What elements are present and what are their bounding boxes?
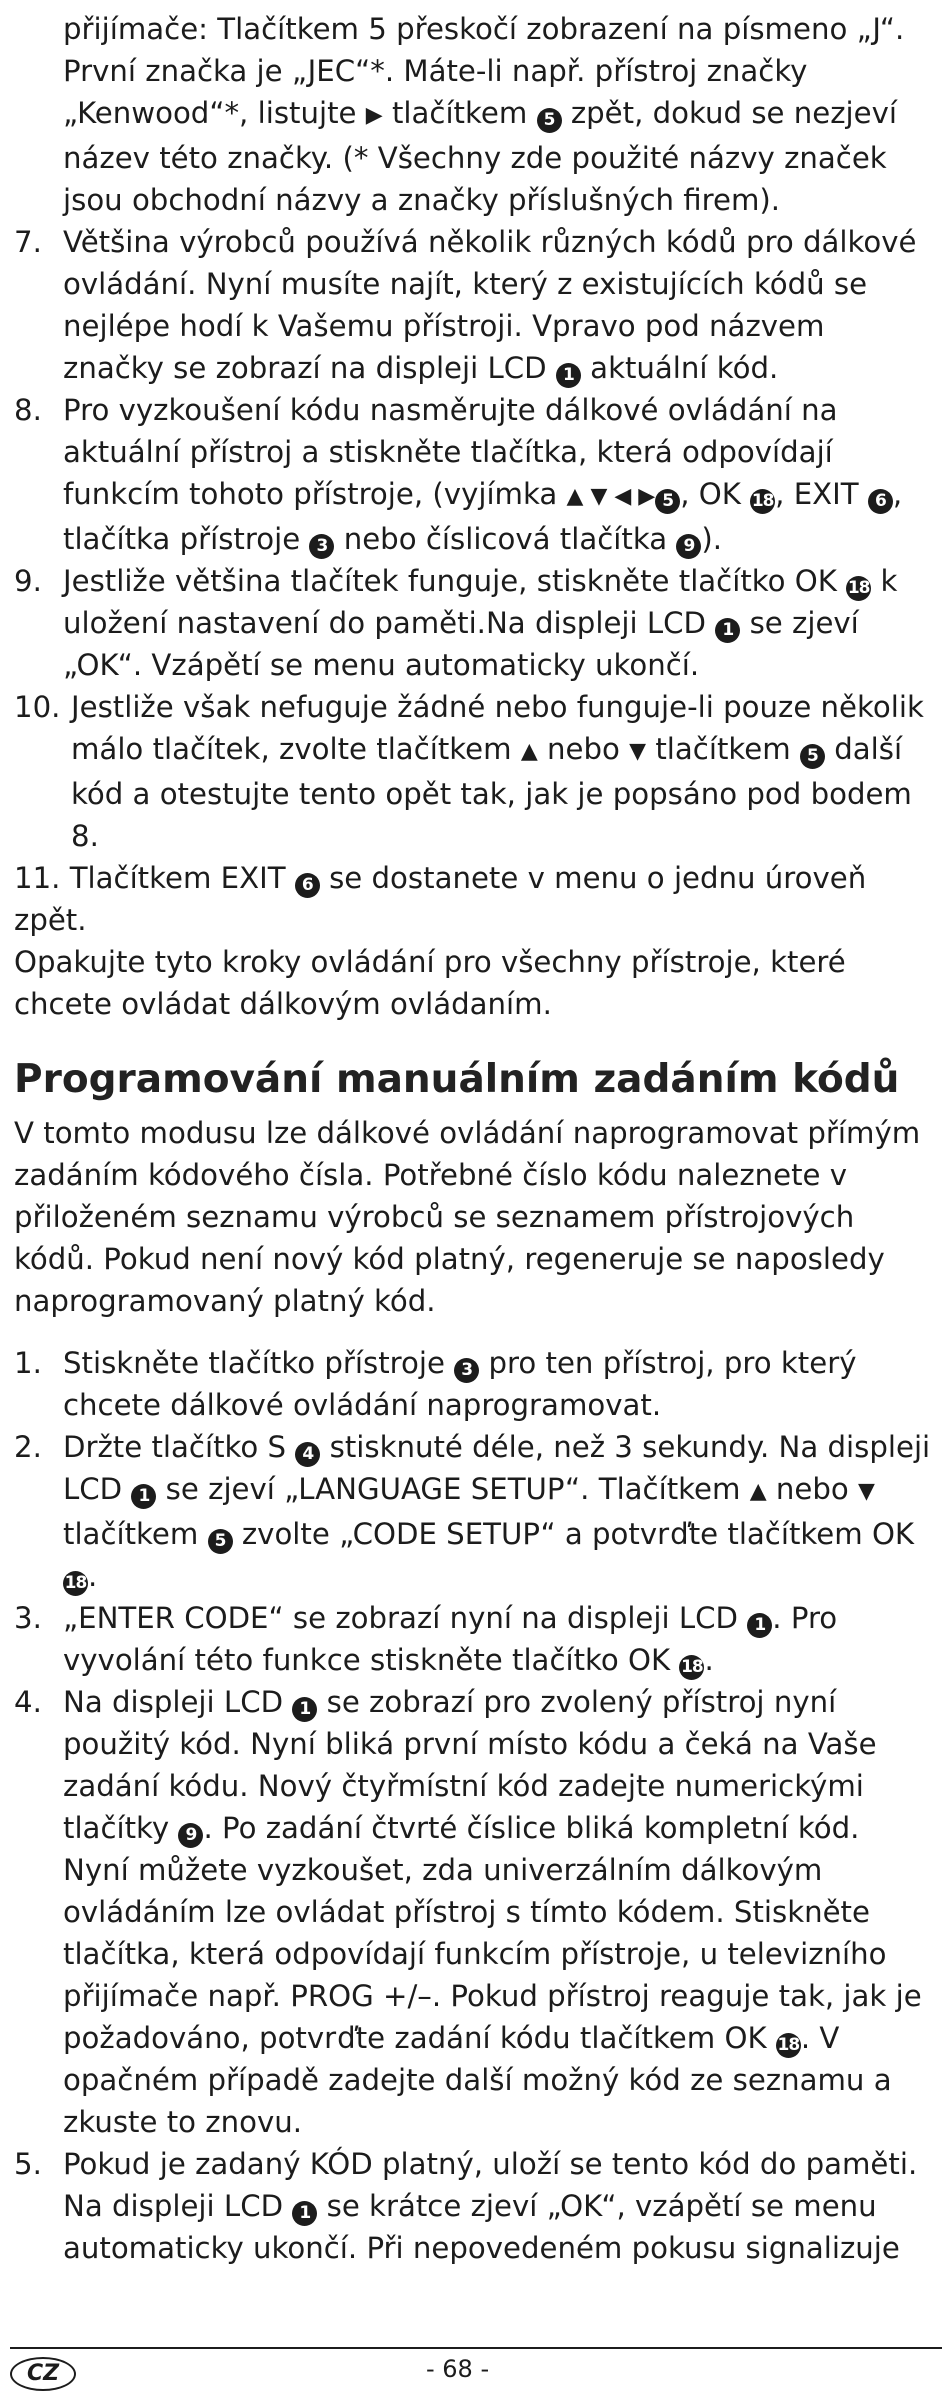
button-ref-18: 18 [776, 2033, 801, 2058]
instruction-list-1 [14, 8, 932, 857]
button-ref-1: 1 [556, 363, 581, 388]
button-ref-4: 4 [295, 1442, 320, 1467]
list-item: přijímače: Tlačítkem 5 přeskočí zobrazení na písmeno „J“. První značka je „JEC“*. Máte-li např. přístroj značky „Kenwood“*, listujte ▶ tlačítkem 5 zpět, dokud se nezjeví název této značky. (* Všechny zde použité názvy značek jsou obchodní názvy a značky příslušných firem). [63, 12, 905, 217]
arrow-icon: ▲ [749, 1479, 767, 1504]
list-number: 4. [14, 1685, 42, 1719]
button-ref-18: 18 [679, 1655, 704, 1680]
button-ref-9: 9 [676, 534, 701, 559]
list-item: 9. Jestliže většina tlačítek funguje, stiskněte tlačítko OK 18 k uložení nastavení do paměti.Na displeji LCD 1 se zjeví „OK“. Vzápětí se menu automaticky ukončí. [14, 560, 932, 686]
list-item: 1. Stiskněte tlačítko přístroje 3 pro ten přístroj, pro který chcete dálkové ovládání naprogramovat. [14, 1342, 932, 1426]
list-item: 7. Většina výrobců používá několik různých kódů pro dálkové ovládání. Nyní musíte najít, který z existujících kódů se nejlépe hodí k Vašemu přístroji. Vpravo pod názvem značky se zobrazí na displeji LCD 1 aktuální kód. [14, 221, 932, 389]
button-ref-1: 1 [715, 618, 740, 643]
intro-paragraph: V tomto modusu lze dálkové ovládání naprogramovat přímým zadáním kódového čísla. Potřebné číslo kódu naleznete v přiloženém seznamu výrobců se seznamem přístrojových kódů. Pokud není nový kód platný, regeneruje se naposledy naprogramovaný platný kód. [14, 1116, 921, 1318]
button-ref-18: 18 [750, 489, 775, 514]
arrow-icon: ▼ [629, 739, 647, 764]
list-item: 5. Pokud je zadaný KÓD platný, uloží se tento kód do paměti. Na displeji LCD 1 se krátce zjeví „OK“, vzápětí se menu automaticky ukončí. Při nepovedeném pokusu signalizuje [14, 2143, 932, 2269]
list-item: 3. „ENTER CODE“ se zobrazí nyní na displeji LCD 1 . Pro vyvolání této funkce stiskněte tlačítko OK 18. [14, 1597, 932, 1681]
button-ref-5: 5 [208, 1529, 233, 1554]
arrow-icon: ▶ [365, 103, 383, 128]
button-ref-1: 1 [292, 1697, 317, 1722]
button-ref-18: 18 [63, 1571, 88, 1596]
page-content [14, 8, 932, 2269]
arrow-icon: ▲ [520, 739, 538, 764]
arrow-icon: ▲ ▼ ◀ ▶ [566, 484, 656, 509]
button-ref-3: 3 [309, 534, 334, 559]
list-number: 2. [14, 1430, 42, 1464]
list-number: 7. [14, 225, 42, 259]
language-badge: CZ [10, 2357, 76, 2391]
instruction-item-11: 11. Tlačítkem EXIT 6 se dostanete v menu o jednu úroveň zpět. [14, 861, 867, 937]
button-ref-6: 6 [868, 489, 893, 514]
button-ref-3: 3 [454, 1358, 479, 1383]
page-number: - 68 - [426, 2355, 490, 2383]
button-ref-9: 9 [178, 1823, 203, 1848]
button-ref-5: 5 [537, 108, 562, 133]
button-ref-18: 18 [846, 576, 871, 601]
button-ref-1: 1 [747, 1613, 772, 1638]
section-heading: Programování manuálním zadáním kódů [14, 1057, 900, 1102]
list-number: 10. [14, 690, 61, 724]
repeat-paragraph: Opakujte tyto kroky ovládání pro všechny přístroje, které chcete ovládat dálkovým ovládaním. [14, 945, 846, 1021]
list-item: 8. Pro vyzkoušení kódu nasměrujte dálkové ovládání na aktuální přístroj a stiskněte tlačítka, která odpovídají funkcím tohoto přístroje, (vyjímka ▲ ▼ ◀ ▶ 5 , OK 18, EXIT 6 , tlačítka přístroje 3 nebo číslicová tlačítka 9 ). [14, 389, 932, 560]
button-ref-5: 5 [800, 744, 825, 769]
list-number: 9. [14, 564, 42, 598]
list-number: 5. [14, 2147, 42, 2181]
list-item: 2. Držte tlačítko S 4 stisknuté déle, než 3 sekundy. Na displeji LCD 1 se zjeví „LANGUAGE SETUP“. Tlačítkem ▲ nebo ▼ tlačítkem 5 zvolte „CODE SETUP“ a potvrďte tlačítkem OK 18. [14, 1426, 932, 1597]
list-number: 8. [14, 393, 42, 427]
list-item: 10. Jestliže však nefuguje žádné nebo funguje-li pouze několik málo tlačítek, zvolte tlačítkem ▲ nebo ▼ tlačítkem 5 další kód a otestujte tento opět tak, jak je popsáno pod bodem 8. [14, 686, 932, 857]
button-ref-6: 6 [295, 873, 320, 898]
arrow-icon: ▼ [858, 1479, 875, 1504]
list-item: 4. Na displeji LCD 1 se zobrazí pro zvolený přístroj nyní použitý kód. Nyní bliká první místo kódu a čeká na Vaše zadání kódu. Nový čtyřmístní kód zadejte numerickými tlačítky 9 . Po zadání čtvrté číslice bliká kompletní kód. Nyní můžete vyzkoušet, zda univerzálním dálkovým ovládáním lze ovládat přístroj s tímto kódem. Stiskněte tlačítka, která odpovídají funkcím přístroje, u televizního přijímače např. PROG +/–. Pokud přístroj reaguje tak, jak je požadováno, potvrďte zadání kódu tlačítkem OK 18. V opačném případě zadejte další možný kód ze seznamu a zkuste to znovu. [14, 1681, 932, 2143]
button-ref-1: 1 [292, 2201, 317, 2226]
instruction-list-2 [14, 1342, 932, 2269]
footer-rule [10, 2347, 942, 2349]
list-number: 3. [14, 1601, 42, 1635]
button-ref-1: 1 [131, 1484, 156, 1509]
list-number: 1. [14, 1346, 42, 1380]
button-ref-5: 5 [655, 489, 680, 514]
